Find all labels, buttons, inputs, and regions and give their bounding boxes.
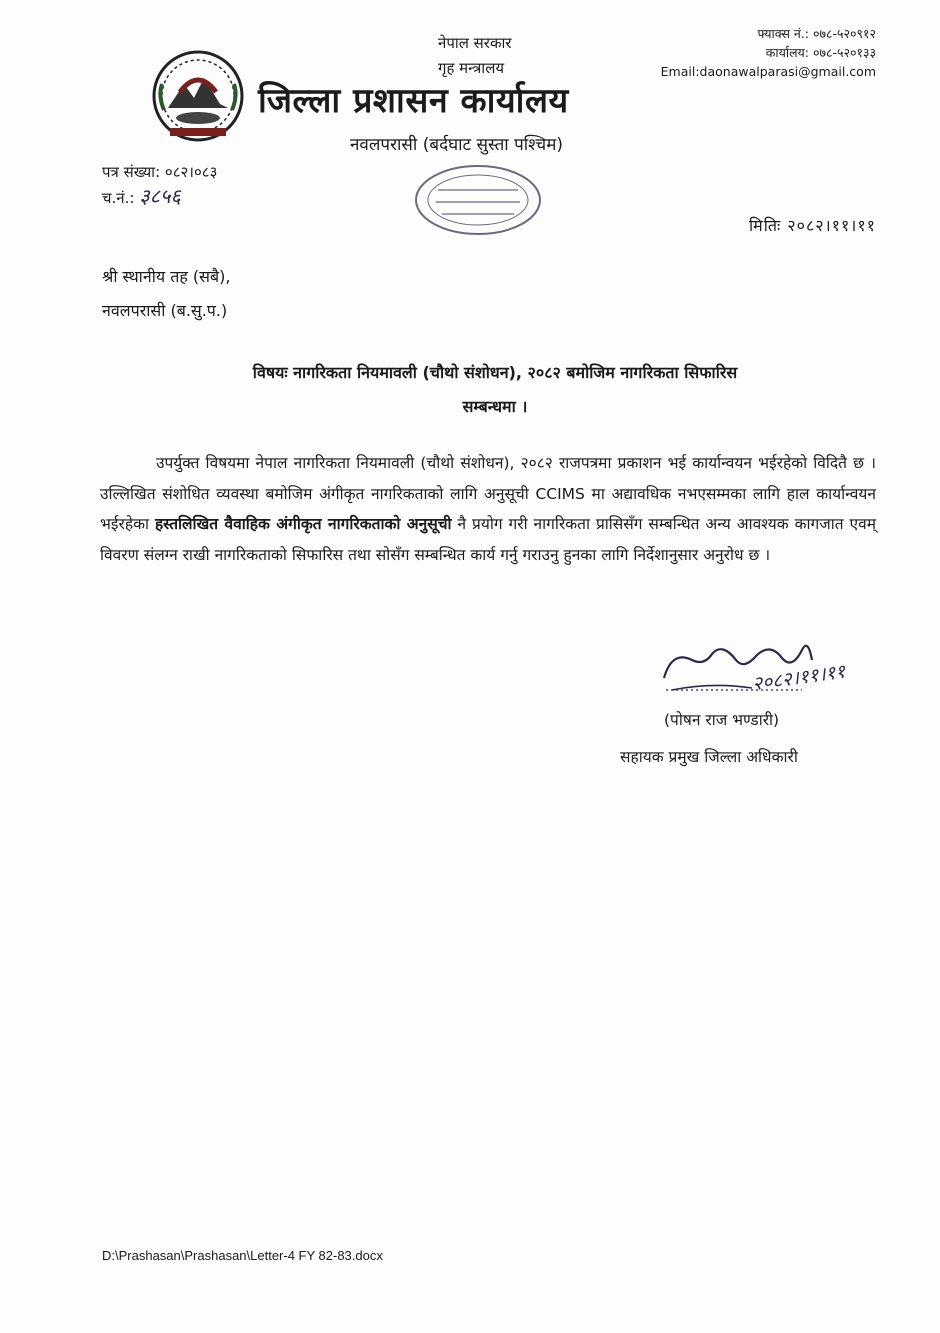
addressee-line-1: श्री स्थानीय तह (सबै), — [102, 267, 231, 286]
signer-designation: सहायक प्रमुख जिल्ला अधिकारी — [620, 748, 798, 766]
subject-line-1: विषयः नागरिकता नियमावली (चौथो संशोधन), २०८२ बमोजिम नागरिकता सिफारिस — [252, 363, 738, 382]
office-phone: कार्यालय: ०७८-५२०१३३ — [765, 45, 876, 60]
body-bold-phrase: हस्तलिखित वैवाहिक अंगीकृत नागरिकताको अनुसूची — [154, 515, 452, 533]
email-address: Email:daonawalparasi@gmail.com — [660, 64, 876, 79]
nepal-emblem-icon — [150, 48, 246, 144]
subject-line — [100, 356, 890, 424]
office-title: जिल्ला प्रशासन कार्यालय — [258, 81, 569, 121]
subject-line-2: सम्बन्धमा । — [462, 397, 528, 416]
ministry-name: गृह मन्त्रालय — [438, 59, 505, 77]
signer-name: (पोषन राज भण्डारी) — [664, 711, 780, 729]
signature-date: २०८२।११।११ — [751, 660, 847, 696]
dispatch-handwritten: ३८५६ — [139, 184, 181, 208]
body-paragraph — [100, 448, 876, 570]
letter-date: मितिः २०८२।११।११ — [749, 216, 876, 235]
letter-body — [100, 448, 876, 570]
office-stamp-icon — [408, 160, 548, 240]
addressee-line-2: नवलपरासी (ब.सु.प.) — [102, 301, 228, 320]
district-name: नवलपरासी (बर्दघाट सुस्ता पश्चिम) — [350, 135, 563, 155]
dispatch-label: च.नं.: — [102, 189, 135, 207]
handwritten-signature-icon — [652, 620, 882, 710]
file-path: D:\Prashasan\Prashasan\Letter-4 FY 82-83.docx — [102, 1248, 383, 1263]
contact-block — [661, 24, 876, 81]
fax-number: फ्याक्स नं.: ०७८-५२०९१२ — [757, 26, 876, 41]
reference-block — [102, 160, 217, 210]
body-part-2: नै प्रयोग गरी नागरिकता प्रासिसँग सम्बन्धित अन्य आवश्यक कागजात एवम् विवरण संलग्न राखी नागरिकताको सिफारिस तथा सोसँग सम्बन्धित कार्य गर्नु गराउनु हुनका लागि निर्देशानुसार अनुरोध छ । — [100, 515, 876, 564]
government-name: नेपाल सरकार — [438, 34, 512, 52]
addressee-block — [102, 260, 230, 328]
letter-number: पत्र संख्या: ०८२।०८३ — [102, 163, 218, 181]
body-part-1: उपर्युक्त विषयमा नेपाल नागरिकता नियमावली (चौथो संशोधन), २०८२ राजपत्रमा प्रकाशन भई कार्यान्वयन भईरहेको विदितै छ । उल्लिखित संशोधित व्यवस्था बमोजिम अंगीकृत नागरिकताको लागि अनुसूची CCIMS मा अद्यावधिक नभएसम्मका लागि हाल कार्यान्वयन भईरहेका — [100, 454, 876, 533]
dispatch-number — [102, 184, 217, 210]
